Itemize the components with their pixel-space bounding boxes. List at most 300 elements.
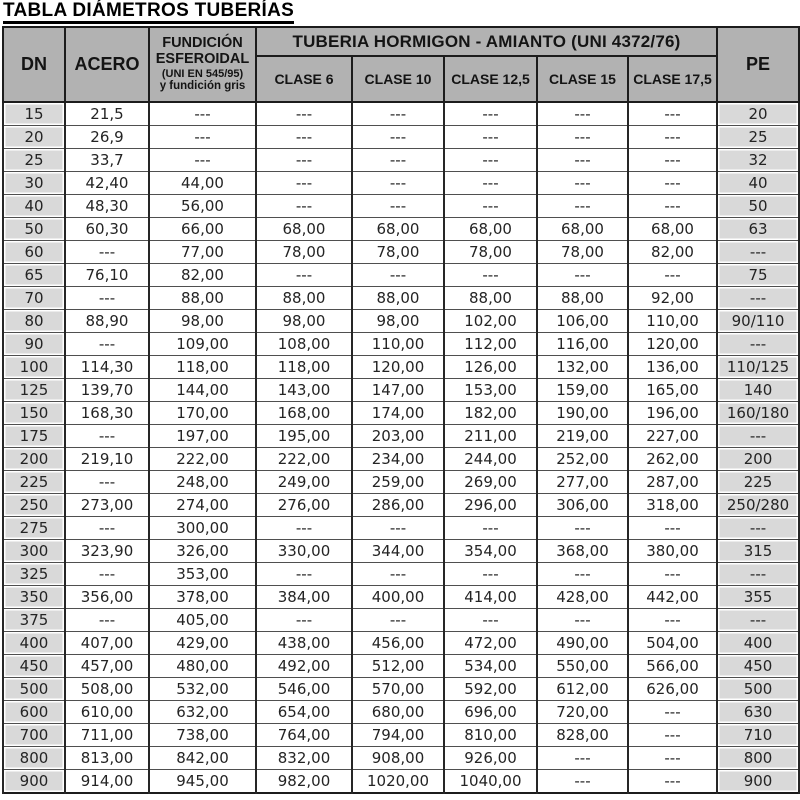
table-row bbox=[3, 310, 799, 333]
diameter-value-cell: 330,00 bbox=[256, 540, 352, 563]
diameter-value-cell: 508,00 bbox=[65, 678, 149, 701]
table-row bbox=[3, 379, 799, 402]
diameter-value-cell: 222,00 bbox=[149, 448, 256, 471]
diameter-value-cell: --- bbox=[444, 195, 537, 218]
diameter-value-cell: 248,00 bbox=[149, 471, 256, 494]
diameter-value-cell: --- bbox=[65, 333, 149, 356]
pe-cell: --- bbox=[717, 287, 799, 310]
diameter-value-cell: 429,00 bbox=[149, 632, 256, 655]
table-row bbox=[3, 172, 799, 195]
diameter-value-cell: 168,00 bbox=[256, 402, 352, 425]
table-row bbox=[3, 241, 799, 264]
diameter-value-cell: 219,10 bbox=[65, 448, 149, 471]
diameter-value-cell: 512,00 bbox=[352, 655, 444, 678]
dn-cell: 200 bbox=[3, 448, 65, 471]
dn-cell: 80 bbox=[3, 310, 65, 333]
table-row bbox=[3, 770, 799, 794]
header-clase-17-5: CLASE 17,5 bbox=[628, 56, 717, 102]
diameter-value-cell: 78,00 bbox=[444, 241, 537, 264]
diameter-value-cell: 306,00 bbox=[537, 494, 628, 517]
diameter-value-cell: 457,00 bbox=[65, 655, 149, 678]
diameter-value-cell: --- bbox=[352, 264, 444, 287]
dn-cell: 125 bbox=[3, 379, 65, 402]
table-row bbox=[3, 402, 799, 425]
diameter-value-cell: 274,00 bbox=[149, 494, 256, 517]
diameter-value-cell: 252,00 bbox=[537, 448, 628, 471]
diameter-value-cell: 842,00 bbox=[149, 747, 256, 770]
table-row bbox=[3, 701, 799, 724]
pe-cell: 710 bbox=[717, 724, 799, 747]
table-row bbox=[3, 678, 799, 701]
diameter-value-cell: 456,00 bbox=[352, 632, 444, 655]
pe-cell: 75 bbox=[717, 264, 799, 287]
pe-cell: 400 bbox=[717, 632, 799, 655]
diameter-value-cell: --- bbox=[149, 149, 256, 172]
dn-cell: 60 bbox=[3, 241, 65, 264]
table-row bbox=[3, 218, 799, 241]
diameter-value-cell: 88,00 bbox=[444, 287, 537, 310]
diameter-value-cell: --- bbox=[352, 149, 444, 172]
dn-cell: 30 bbox=[3, 172, 65, 195]
diameter-value-cell: --- bbox=[444, 172, 537, 195]
table-row bbox=[3, 264, 799, 287]
diameter-value-cell: --- bbox=[628, 724, 717, 747]
pe-cell: --- bbox=[717, 517, 799, 540]
diameter-value-cell: --- bbox=[256, 172, 352, 195]
diameter-value-cell: --- bbox=[352, 126, 444, 149]
table-row bbox=[3, 471, 799, 494]
diameter-value-cell: --- bbox=[628, 195, 717, 218]
diameter-value-cell: 170,00 bbox=[149, 402, 256, 425]
diameter-value-cell: 42,40 bbox=[65, 172, 149, 195]
diameter-value-cell: 632,00 bbox=[149, 701, 256, 724]
pe-cell: 315 bbox=[717, 540, 799, 563]
diameter-value-cell: --- bbox=[256, 563, 352, 586]
diameter-value-cell: 203,00 bbox=[352, 425, 444, 448]
diameter-value-cell: --- bbox=[628, 747, 717, 770]
diameter-value-cell: 139,70 bbox=[65, 379, 149, 402]
diameter-value-cell: --- bbox=[444, 149, 537, 172]
diameter-value-cell: 60,30 bbox=[65, 218, 149, 241]
header-clase-15: CLASE 15 bbox=[537, 56, 628, 102]
dn-cell: 350 bbox=[3, 586, 65, 609]
pe-cell: 800 bbox=[717, 747, 799, 770]
diameter-value-cell: 77,00 bbox=[149, 241, 256, 264]
diameter-value-cell: 368,00 bbox=[537, 540, 628, 563]
header-acero: ACERO bbox=[65, 27, 149, 102]
diameter-value-cell: 136,00 bbox=[628, 356, 717, 379]
diameter-value-cell: 234,00 bbox=[352, 448, 444, 471]
diameter-value-cell: 914,00 bbox=[65, 770, 149, 794]
diameter-value-cell: --- bbox=[256, 264, 352, 287]
diameter-value-cell: 356,00 bbox=[65, 586, 149, 609]
diameter-value-cell: --- bbox=[628, 770, 717, 794]
diameter-value-cell: --- bbox=[352, 609, 444, 632]
table-row bbox=[3, 724, 799, 747]
pe-cell: --- bbox=[717, 609, 799, 632]
header-pe: PE bbox=[717, 27, 799, 102]
diameter-value-cell: --- bbox=[537, 172, 628, 195]
pe-cell: 50 bbox=[717, 195, 799, 218]
diameter-value-cell: 407,00 bbox=[65, 632, 149, 655]
diameter-value-cell: 384,00 bbox=[256, 586, 352, 609]
diameter-value-cell: --- bbox=[65, 425, 149, 448]
pe-cell: 160/180 bbox=[717, 402, 799, 425]
dn-cell: 375 bbox=[3, 609, 65, 632]
diameter-value-cell: 190,00 bbox=[537, 402, 628, 425]
diameter-value-cell: --- bbox=[256, 195, 352, 218]
diameter-value-cell: 249,00 bbox=[256, 471, 352, 494]
diameter-value-cell: 945,00 bbox=[149, 770, 256, 794]
diameter-value-cell: 262,00 bbox=[628, 448, 717, 471]
diameter-value-cell: 116,00 bbox=[537, 333, 628, 356]
diameter-value-cell: 68,00 bbox=[444, 218, 537, 241]
diameter-value-cell: 354,00 bbox=[444, 540, 537, 563]
diameter-value-cell: 195,00 bbox=[256, 425, 352, 448]
diameter-value-cell: 438,00 bbox=[256, 632, 352, 655]
diameter-value-cell: 1020,00 bbox=[352, 770, 444, 794]
pe-cell: 140 bbox=[717, 379, 799, 402]
table-row bbox=[3, 563, 799, 586]
diameter-value-cell: 794,00 bbox=[352, 724, 444, 747]
header-dn: DN bbox=[3, 27, 65, 102]
dn-cell: 900 bbox=[3, 770, 65, 794]
diameter-value-cell: 98,00 bbox=[256, 310, 352, 333]
header-fundicion-line3: (UNI EN 545/95) bbox=[161, 67, 244, 80]
diameter-value-cell: 269,00 bbox=[444, 471, 537, 494]
table-row bbox=[3, 126, 799, 149]
table-row bbox=[3, 609, 799, 632]
diameter-value-cell: --- bbox=[65, 471, 149, 494]
diameter-value-cell: 211,00 bbox=[444, 425, 537, 448]
dn-cell: 20 bbox=[3, 126, 65, 149]
pe-cell: 250/280 bbox=[717, 494, 799, 517]
diameter-value-cell: --- bbox=[352, 563, 444, 586]
table-row bbox=[3, 655, 799, 678]
diameter-value-cell: 88,00 bbox=[352, 287, 444, 310]
page-title: TABLA DIÁMETROS TUBERÍAS bbox=[3, 1, 294, 24]
diameter-value-cell: --- bbox=[628, 609, 717, 632]
diameter-value-cell: 534,00 bbox=[444, 655, 537, 678]
diameter-value-cell: 109,00 bbox=[149, 333, 256, 356]
dn-cell: 400 bbox=[3, 632, 65, 655]
diameter-value-cell: --- bbox=[628, 102, 717, 126]
pe-cell: 225 bbox=[717, 471, 799, 494]
diameter-value-cell: 1040,00 bbox=[444, 770, 537, 794]
diameter-value-cell: --- bbox=[65, 563, 149, 586]
diameter-value-cell: 300,00 bbox=[149, 517, 256, 540]
header-row-group bbox=[3, 27, 799, 56]
diameter-value-cell: 78,00 bbox=[256, 241, 352, 264]
diameter-value-cell: --- bbox=[149, 102, 256, 126]
diameter-value-cell: --- bbox=[628, 517, 717, 540]
diameter-value-cell: 908,00 bbox=[352, 747, 444, 770]
table-row bbox=[3, 448, 799, 471]
diameter-value-cell: 764,00 bbox=[256, 724, 352, 747]
diameter-value-cell: 126,00 bbox=[444, 356, 537, 379]
diameter-value-cell: 92,00 bbox=[628, 287, 717, 310]
diameter-value-cell: --- bbox=[444, 609, 537, 632]
diameter-value-cell: 78,00 bbox=[352, 241, 444, 264]
pe-cell: --- bbox=[717, 563, 799, 586]
table-row bbox=[3, 287, 799, 310]
diameter-value-cell: 21,5 bbox=[65, 102, 149, 126]
diameter-value-cell: 106,00 bbox=[537, 310, 628, 333]
pe-cell: 110/125 bbox=[717, 356, 799, 379]
diameter-value-cell: 120,00 bbox=[352, 356, 444, 379]
diameter-value-cell: --- bbox=[352, 517, 444, 540]
diameter-value-cell: --- bbox=[65, 241, 149, 264]
diameter-value-cell: 405,00 bbox=[149, 609, 256, 632]
table-row bbox=[3, 632, 799, 655]
dn-cell: 25 bbox=[3, 149, 65, 172]
dn-cell: 65 bbox=[3, 264, 65, 287]
header-clase-10: CLASE 10 bbox=[352, 56, 444, 102]
diameter-value-cell: 380,00 bbox=[628, 540, 717, 563]
diameter-value-cell: 810,00 bbox=[444, 724, 537, 747]
diameter-value-cell: --- bbox=[537, 264, 628, 287]
table-row bbox=[3, 195, 799, 218]
table-header bbox=[3, 27, 799, 102]
pe-cell: --- bbox=[717, 333, 799, 356]
diameter-value-cell: --- bbox=[537, 609, 628, 632]
pe-cell: 355 bbox=[717, 586, 799, 609]
diameter-value-cell: 414,00 bbox=[444, 586, 537, 609]
diameter-value-cell: 147,00 bbox=[352, 379, 444, 402]
table-row bbox=[3, 356, 799, 379]
diameter-value-cell: 98,00 bbox=[352, 310, 444, 333]
diameter-value-cell: 182,00 bbox=[444, 402, 537, 425]
diameter-value-cell: 68,00 bbox=[256, 218, 352, 241]
diameter-value-cell: --- bbox=[628, 701, 717, 724]
diameter-value-cell: 76,10 bbox=[65, 264, 149, 287]
dn-cell: 250 bbox=[3, 494, 65, 517]
pe-cell: 90/110 bbox=[717, 310, 799, 333]
diameter-value-cell: --- bbox=[537, 770, 628, 794]
dn-cell: 600 bbox=[3, 701, 65, 724]
diameter-value-cell: 480,00 bbox=[149, 655, 256, 678]
pe-cell: 40 bbox=[717, 172, 799, 195]
table-row bbox=[3, 517, 799, 540]
pe-cell: 900 bbox=[717, 770, 799, 794]
diameter-value-cell: 102,00 bbox=[444, 310, 537, 333]
diameter-value-cell: 982,00 bbox=[256, 770, 352, 794]
diameter-value-cell: --- bbox=[444, 264, 537, 287]
diameter-value-cell: 132,00 bbox=[537, 356, 628, 379]
diameter-value-cell: --- bbox=[537, 102, 628, 126]
diameter-value-cell: --- bbox=[537, 517, 628, 540]
diameter-value-cell: --- bbox=[256, 102, 352, 126]
diameter-value-cell: 532,00 bbox=[149, 678, 256, 701]
diameter-value-cell: 472,00 bbox=[444, 632, 537, 655]
header-fundicion bbox=[149, 27, 256, 102]
dn-cell: 100 bbox=[3, 356, 65, 379]
diameter-value-cell: 88,00 bbox=[149, 287, 256, 310]
diameter-value-cell: 428,00 bbox=[537, 586, 628, 609]
diameter-value-cell: 566,00 bbox=[628, 655, 717, 678]
diameter-value-cell: 720,00 bbox=[537, 701, 628, 724]
header-hormigon-group: TUBERIA HORMIGON - AMIANTO (UNI 4372/76) bbox=[256, 27, 717, 56]
dn-cell: 70 bbox=[3, 287, 65, 310]
diameter-value-cell: 222,00 bbox=[256, 448, 352, 471]
diameter-value-cell: 318,00 bbox=[628, 494, 717, 517]
diameter-value-cell: 400,00 bbox=[352, 586, 444, 609]
diameter-value-cell: --- bbox=[256, 517, 352, 540]
table-row bbox=[3, 586, 799, 609]
diameter-value-cell: 592,00 bbox=[444, 678, 537, 701]
diameter-value-cell: 98,00 bbox=[149, 310, 256, 333]
diameter-value-cell: 546,00 bbox=[256, 678, 352, 701]
diameter-value-cell: --- bbox=[149, 126, 256, 149]
table-row bbox=[3, 333, 799, 356]
dn-cell: 700 bbox=[3, 724, 65, 747]
pe-cell: 20 bbox=[717, 102, 799, 126]
diameter-value-cell: --- bbox=[628, 126, 717, 149]
diameter-value-cell: 82,00 bbox=[628, 241, 717, 264]
diameter-value-cell: --- bbox=[352, 102, 444, 126]
diameter-value-cell: 244,00 bbox=[444, 448, 537, 471]
pe-cell: 32 bbox=[717, 149, 799, 172]
diameter-value-cell: 490,00 bbox=[537, 632, 628, 655]
dn-cell: 800 bbox=[3, 747, 65, 770]
diameter-value-cell: 344,00 bbox=[352, 540, 444, 563]
diameter-value-cell: 442,00 bbox=[628, 586, 717, 609]
diameter-value-cell: 144,00 bbox=[149, 379, 256, 402]
diameter-value-cell: 276,00 bbox=[256, 494, 352, 517]
pe-cell: --- bbox=[717, 241, 799, 264]
table-body bbox=[3, 102, 799, 793]
diameter-value-cell: 197,00 bbox=[149, 425, 256, 448]
diameter-value-cell: 227,00 bbox=[628, 425, 717, 448]
diameter-value-cell: 56,00 bbox=[149, 195, 256, 218]
diameter-value-cell: 110,00 bbox=[352, 333, 444, 356]
diameter-value-cell: 88,90 bbox=[65, 310, 149, 333]
diameter-value-cell: 153,00 bbox=[444, 379, 537, 402]
diameter-value-cell: 68,00 bbox=[352, 218, 444, 241]
diameter-value-cell: --- bbox=[256, 126, 352, 149]
diameter-value-cell: --- bbox=[628, 172, 717, 195]
diameter-value-cell: --- bbox=[65, 517, 149, 540]
diameter-value-cell: 654,00 bbox=[256, 701, 352, 724]
diameter-value-cell: 680,00 bbox=[352, 701, 444, 724]
diameter-value-cell: 492,00 bbox=[256, 655, 352, 678]
diameter-value-cell: 626,00 bbox=[628, 678, 717, 701]
diameter-value-cell: --- bbox=[537, 126, 628, 149]
diameter-value-cell: 219,00 bbox=[537, 425, 628, 448]
diameter-value-cell: --- bbox=[444, 563, 537, 586]
diameter-table bbox=[2, 26, 800, 794]
dn-cell: 275 bbox=[3, 517, 65, 540]
dn-cell: 15 bbox=[3, 102, 65, 126]
diameter-value-cell: 174,00 bbox=[352, 402, 444, 425]
dn-cell: 300 bbox=[3, 540, 65, 563]
header-fundicion-line2: ESFEROIDAL bbox=[155, 50, 250, 67]
dn-cell: 325 bbox=[3, 563, 65, 586]
diameter-value-cell: 504,00 bbox=[628, 632, 717, 655]
diameter-value-cell: --- bbox=[444, 517, 537, 540]
diameter-value-cell: 48,30 bbox=[65, 195, 149, 218]
diameter-value-cell: 68,00 bbox=[628, 218, 717, 241]
pe-cell: 200 bbox=[717, 448, 799, 471]
diameter-value-cell: --- bbox=[537, 747, 628, 770]
diameter-value-cell: 114,30 bbox=[65, 356, 149, 379]
diameter-value-cell: 832,00 bbox=[256, 747, 352, 770]
diameter-value-cell: 286,00 bbox=[352, 494, 444, 517]
diameter-value-cell: --- bbox=[628, 563, 717, 586]
diameter-value-cell: --- bbox=[65, 287, 149, 310]
diameter-value-cell: 88,00 bbox=[537, 287, 628, 310]
diameter-value-cell: 196,00 bbox=[628, 402, 717, 425]
diameter-value-cell: 738,00 bbox=[149, 724, 256, 747]
diameter-value-cell: 168,30 bbox=[65, 402, 149, 425]
diameter-value-cell: 143,00 bbox=[256, 379, 352, 402]
table-row bbox=[3, 540, 799, 563]
diameter-value-cell: 120,00 bbox=[628, 333, 717, 356]
diameter-value-cell: 273,00 bbox=[65, 494, 149, 517]
diameter-value-cell: 711,00 bbox=[65, 724, 149, 747]
diameter-value-cell: 118,00 bbox=[149, 356, 256, 379]
pe-cell: 500 bbox=[717, 678, 799, 701]
diameter-value-cell: 112,00 bbox=[444, 333, 537, 356]
diameter-value-cell: 570,00 bbox=[352, 678, 444, 701]
diameter-value-cell: --- bbox=[256, 149, 352, 172]
diameter-value-cell: --- bbox=[537, 563, 628, 586]
diameter-value-cell: 118,00 bbox=[256, 356, 352, 379]
dn-cell: 225 bbox=[3, 471, 65, 494]
header-clase-12-5: CLASE 12,5 bbox=[444, 56, 537, 102]
diameter-value-cell: 323,90 bbox=[65, 540, 149, 563]
diameter-value-cell: 159,00 bbox=[537, 379, 628, 402]
pe-cell: 25 bbox=[717, 126, 799, 149]
header-fundicion-line4: y fundición gris bbox=[159, 80, 246, 93]
diameter-value-cell: --- bbox=[256, 609, 352, 632]
pe-cell: --- bbox=[717, 425, 799, 448]
diameter-value-cell: 44,00 bbox=[149, 172, 256, 195]
diameter-value-cell: 68,00 bbox=[537, 218, 628, 241]
diameter-value-cell: 296,00 bbox=[444, 494, 537, 517]
diameter-value-cell: 813,00 bbox=[65, 747, 149, 770]
diameter-value-cell: 926,00 bbox=[444, 747, 537, 770]
diameter-value-cell: 326,00 bbox=[149, 540, 256, 563]
diameter-value-cell: 828,00 bbox=[537, 724, 628, 747]
diameter-value-cell: --- bbox=[352, 172, 444, 195]
table-row bbox=[3, 747, 799, 770]
diameter-value-cell: 277,00 bbox=[537, 471, 628, 494]
diameter-value-cell: 696,00 bbox=[444, 701, 537, 724]
dn-cell: 175 bbox=[3, 425, 65, 448]
diameter-value-cell: --- bbox=[537, 149, 628, 172]
diameter-value-cell: 88,00 bbox=[256, 287, 352, 310]
diameter-value-cell: --- bbox=[444, 126, 537, 149]
diameter-value-cell: --- bbox=[628, 264, 717, 287]
diameter-value-cell: 378,00 bbox=[149, 586, 256, 609]
diameter-value-cell: --- bbox=[65, 609, 149, 632]
header-clase-6: CLASE 6 bbox=[256, 56, 352, 102]
dn-cell: 450 bbox=[3, 655, 65, 678]
diameter-value-cell: --- bbox=[444, 102, 537, 126]
diameter-value-cell: 259,00 bbox=[352, 471, 444, 494]
dn-cell: 90 bbox=[3, 333, 65, 356]
diameter-value-cell: 78,00 bbox=[537, 241, 628, 264]
pe-cell: 450 bbox=[717, 655, 799, 678]
diameter-value-cell: 610,00 bbox=[65, 701, 149, 724]
diameter-value-cell: 110,00 bbox=[628, 310, 717, 333]
diameter-value-cell: 287,00 bbox=[628, 471, 717, 494]
diameter-value-cell: 612,00 bbox=[537, 678, 628, 701]
table-row bbox=[3, 494, 799, 517]
dn-cell: 150 bbox=[3, 402, 65, 425]
diameter-value-cell: 108,00 bbox=[256, 333, 352, 356]
